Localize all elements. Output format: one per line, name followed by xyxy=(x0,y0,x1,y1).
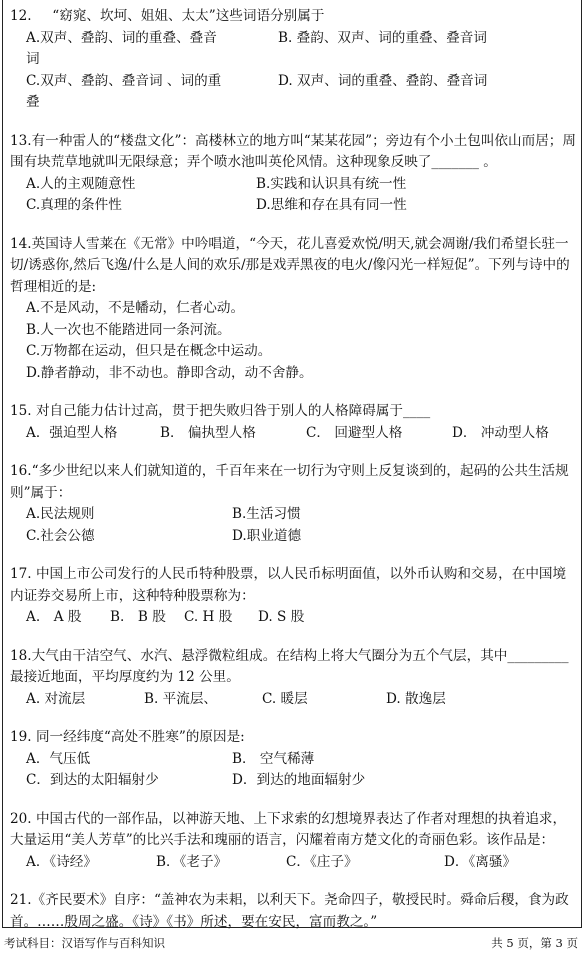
page-footer xyxy=(4,935,578,951)
question-number: 15. xyxy=(10,403,32,419)
question-text: 对自己能力估计过高，贯于把失败归咎于别人的人格障碍属于____ xyxy=(35,403,431,419)
option-a: A.人的主观随意性 xyxy=(26,175,136,192)
option-b: B．《老子》 xyxy=(156,853,228,870)
option-a: A.民法规则 xyxy=(26,506,95,522)
option-c: C.真理的条件性 xyxy=(26,197,122,213)
option-d: D．到达的地面辐射少 xyxy=(232,772,366,788)
option-b: B． 空气稀薄 xyxy=(232,750,315,767)
question-16 xyxy=(10,461,576,547)
question-number: 20. xyxy=(10,810,32,827)
option-b: B.人一次也不能踏进同一条河流。 xyxy=(26,321,231,338)
question-number: 17. xyxy=(10,566,32,582)
question-text: 同一经纬度“高处不胜寒”的原因是: xyxy=(35,729,245,745)
option-a: A．气压低 xyxy=(26,750,91,767)
option-d: D.思维和存在具有同一性 xyxy=(256,197,407,213)
option-a: A. 对流层 xyxy=(26,690,86,707)
option-d: D． 冲动型人格 xyxy=(452,424,549,441)
question-text: 中国古代的一部作品，以神游天地、上下求索的幻想境界表达了作者对理想的执着追求，大量运用“美人芳草”的比兴手法和瑰丽的语言，闪耀着南方楚文化的奇丽色彩。该作品是： xyxy=(10,810,567,848)
option-d: D.静者静动，非不动也。静即含动，动不舍静。 xyxy=(26,364,313,381)
option-c: C. H 股 xyxy=(184,609,233,625)
question-text: “多少世纪以来人们就知道的，千百年来在一切行为守则上反复谈到的，起码的公共生活规则”属于： xyxy=(10,463,569,501)
question-21 xyxy=(10,890,576,933)
option-c: C.社会公德 xyxy=(26,527,95,544)
option-a: A. A 股 xyxy=(26,609,82,625)
option-a: A．《诗经》 xyxy=(26,853,97,870)
option-b: B. 平流层、 xyxy=(144,690,218,707)
option-d: D．《离骚》 xyxy=(444,853,517,870)
footer-subject: 考试科目：汉语写作与百科知识 xyxy=(4,936,165,950)
question-number: 16. xyxy=(10,463,32,479)
question-19 xyxy=(10,727,576,792)
option-b: B.生活习惯 xyxy=(232,506,301,522)
question-17 xyxy=(10,564,576,629)
option-a: A.不是风动，不是幡动，仁者心动。 xyxy=(26,300,245,316)
question-number: 19. xyxy=(10,729,32,745)
question-text: 《齐民要术》自序：“盖神农为耒耜，以利天下。尧命四子，敬授民时。舜命后稷，食为政首。……殷周之盛。《诗》《书》所述，要在安民，富而教之。” xyxy=(10,892,569,930)
option-d: D. S 股 xyxy=(258,609,305,625)
question-number: 13. xyxy=(10,132,32,149)
option-b: B． 偏执型人格 xyxy=(160,424,256,441)
question-20 xyxy=(10,809,576,874)
question-13 xyxy=(10,131,576,217)
question-18 xyxy=(10,646,576,711)
question-text: 英国诗人雪莱在《无常》中吟唱道，“今天，花儿喜爱欢悦/明天,就会凋谢/我们希望长驻一切/诱惑你,然后飞逸/什么是人间的欢乐/那是戏弄黑夜的电火/像闪光一样短促”。下列与诗中的哲理相近的是: xyxy=(10,235,570,295)
option-c: C.万物都在运动，但只是在概念中运动。 xyxy=(26,343,272,359)
question-text: 有一种雷人的“楼盘文化”：高楼林立的地方叫“某某花园”；旁边有个小土包叫依山而居；周围有块荒草地就叫无限绿意；弄个喷水池叫英伦风情。这种现象反映了_______ 。 xyxy=(10,132,576,170)
option-d: D.职业道德 xyxy=(232,527,302,544)
question-number: 12. xyxy=(10,8,32,24)
option-c: C. 暖层 xyxy=(262,690,308,707)
question-number: 14. xyxy=(10,235,32,252)
option-d: D. 双声、词的重叠、叠韵、叠音词 xyxy=(278,72,488,89)
question-14 xyxy=(10,234,576,385)
option-b: B. 叠韵、双声、词的重叠、叠音词 xyxy=(278,29,487,46)
footer-page-number: 共 5 页，第 3 页 xyxy=(491,936,578,950)
option-c: C．到达的太阳辐射少 xyxy=(26,772,159,788)
option-d: D. 散逸层 xyxy=(386,690,446,707)
question-15 xyxy=(10,401,576,444)
question-12 xyxy=(10,6,576,114)
option-a: A.双声、叠韵、词的重叠、叠音词 xyxy=(26,29,217,67)
option-c: C.双声、叠韵、叠音词 、词的重叠 xyxy=(26,72,222,110)
option-a: A．强迫型人格 xyxy=(26,424,118,441)
questions-area xyxy=(10,6,576,933)
question-number: 18. xyxy=(10,647,32,664)
option-b: B.实践和认识具有统一性 xyxy=(256,175,407,192)
option-b: B. B 股 xyxy=(110,609,166,625)
option-c: C．《庄子》 xyxy=(286,853,358,870)
option-c: C． 回避型人格 xyxy=(306,424,403,441)
question-text: 中国上市公司发行的人民币特种股票，以人民币标明面值，以外币认购和交易，在中国境内证券交易所上市，这种特种股票称为： xyxy=(10,566,567,604)
question-number: 21. xyxy=(10,892,32,908)
question-text: 大气由干洁空气、水汽、悬浮微粒组成。在结构上将大气圈分为五个气层，其中_________ 最接近地面，平均厚度约为 12 公里。 xyxy=(10,647,569,685)
question-text: “窈窕、坎坷、姐姐、太太”这些词语分别属于 xyxy=(52,8,325,24)
